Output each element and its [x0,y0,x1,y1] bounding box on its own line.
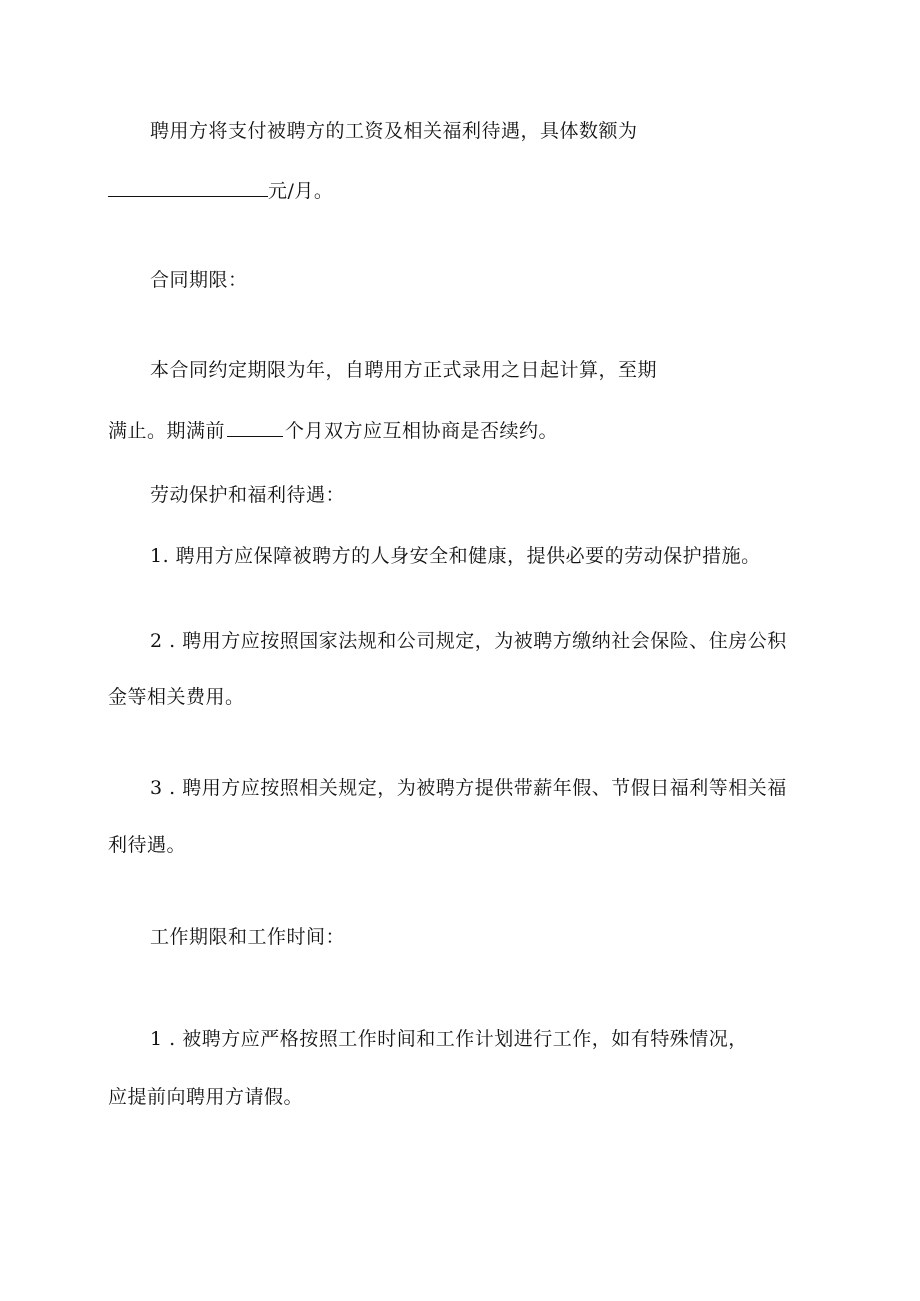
salary-clause-line-1: 聘用方将支付被聘方的工资及相关福利待遇，具体数额为 [150,120,638,142]
protection-item-2-line-1: 2 . 聘用方应按照国家法规和公司规定，为被聘方缴纳社会保险、住房公积 [150,630,787,652]
work-item-1-line-1: 1 . 被聘方应严格按照工作时间和工作计划进行工作，如有特殊情况， [150,1028,748,1050]
renewal-months-blank[interactable] [227,418,283,437]
term-clause-suffix: 个月双方应互相协商是否续约。 [285,420,559,442]
protection-item-1: 1. 聘用方应保障被聘方的人身安全和健康，提供必要的劳动保护措施。 [150,545,761,567]
work-heading: 工作期限和工作时间： [150,926,346,948]
protection-heading: 劳动保护和福利待遇： [150,484,346,506]
work-item-1-line-2: 应提前向聘用方请假。 [108,1086,304,1108]
protection-item-2-line-2: 金等相关费用。 [108,686,245,708]
term-heading: 合同期限： [150,269,248,291]
protection-item-3-line-2: 利待遇。 [108,834,187,856]
term-clause-line-1: 本合同约定期限为年，自聘用方正式录用之日起计算，至期 [150,359,658,381]
salary-clause-line-2 [108,178,333,203]
term-clause-prefix: 满止。期满前 [108,420,226,442]
salary-amount-blank[interactable] [108,178,268,197]
salary-unit-text: 元/月。 [268,180,334,202]
protection-item-3-line-1: 3 . 聘用方应按照相关规定，为被聘方提供带薪年假、节假日福利等相关福 [150,777,787,799]
term-clause-line-2 [108,418,558,443]
